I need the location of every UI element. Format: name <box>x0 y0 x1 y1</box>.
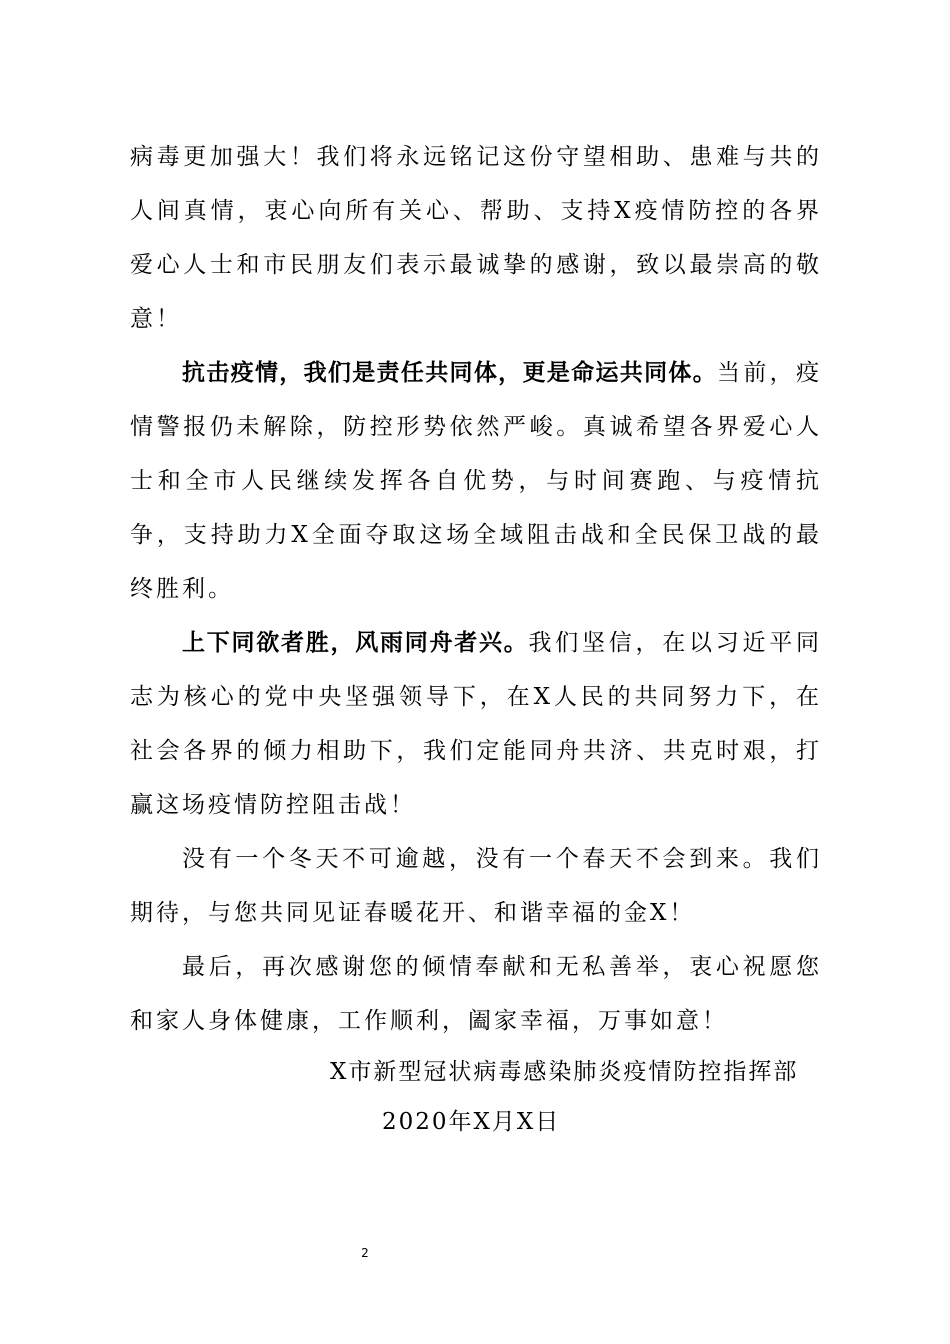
paragraph-text: 我们坚信，在以习近平同志为核心的党中央坚强领导下，在X人民的共同努力下，在社会各界的倾力相助下，我们定能同舟共济、共克时艰，打赢这场疫情防控阻击战！ <box>130 630 822 818</box>
paragraph-text: 当前，疫情警报仍未解除，防控形势依然严峻。真诚希望各界爱心人士和全市人民继续发挥各自优势，与时间赛跑、与疫情抗争，支持助力X全面夺取这场全域阻击战和全民保卫战的最终胜利。 <box>130 360 823 602</box>
paragraph-confidence <box>130 616 822 832</box>
paragraph-closing <box>130 940 822 1048</box>
paragraph-lead-bold: 抗击疫情，我们是责任共同体，更是命运共同体。 <box>182 360 718 386</box>
paragraph-text: 最后，再次感谢您的倾情奉献和无私善举，衷心祝愿您和家人身体健康，工作顺利，阖家幸福，万事如意！ <box>130 954 822 1034</box>
paragraph-lead-bold: 上下同欲者胜，风雨同舟者兴。 <box>182 630 529 656</box>
signature-organization: X市新型冠状病毒感染肺炎疫情防控指挥部 <box>330 1059 799 1085</box>
page-number: 2 <box>361 1246 369 1260</box>
paragraph-text: 病毒更加强大！我们将永远铭记这份守望相助、患难与共的人间真情，衷心向所有关心、帮助、支持X疫情防控的各界爱心人士和市民朋友们表示最诚挚的感谢，致以最崇高的敬意！ <box>130 144 822 332</box>
letter-body <box>130 130 822 1048</box>
paragraph-text: 没有一个冬天不可逾越，没有一个春天不会到来。我们期待，与您共同见证春暖花开、和谐幸福的金X！ <box>130 846 822 926</box>
paragraph-continued <box>130 130 822 346</box>
paragraph-spring <box>130 832 822 940</box>
signature-date: 2020年X月X日 <box>382 1109 561 1135</box>
paragraph-solidarity <box>130 346 822 616</box>
